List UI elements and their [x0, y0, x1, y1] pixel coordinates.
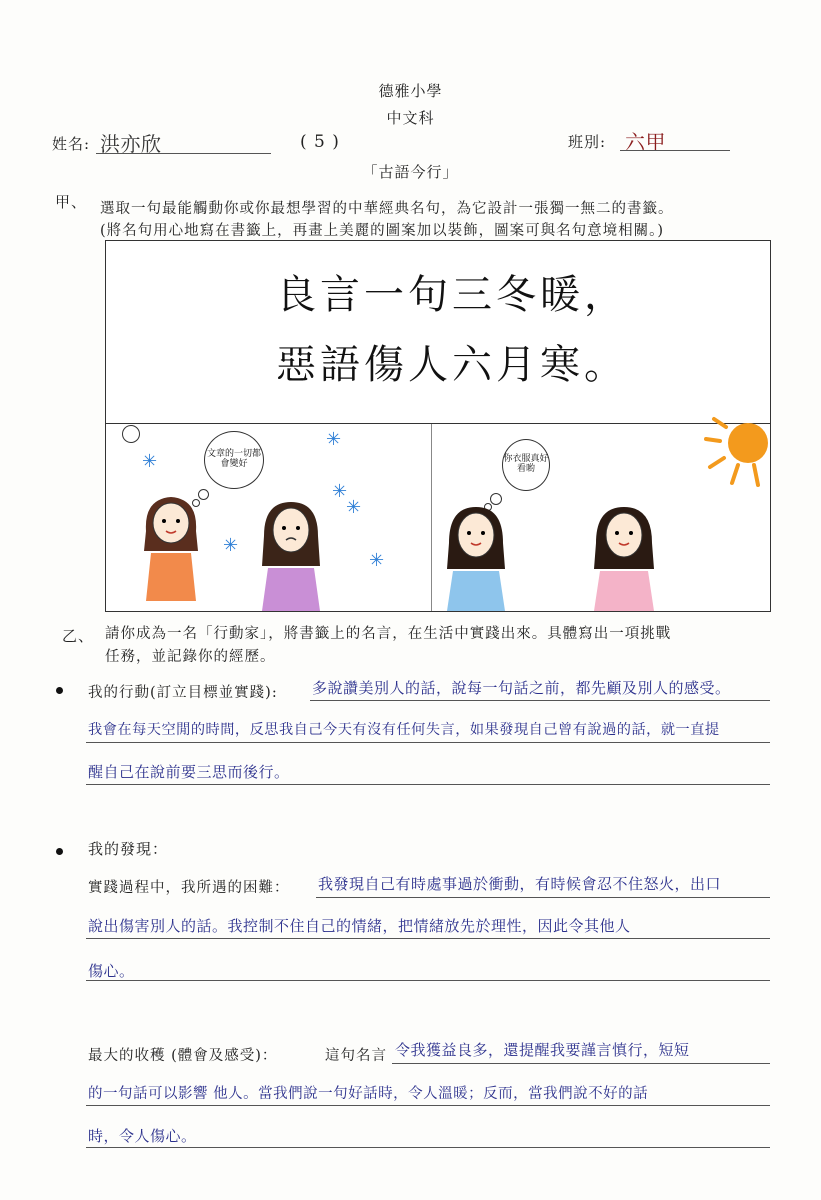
section-a-instruction-1: 選取一句最能觸動你或你最想學習的中華經典名句，為它設計一張獨一無二的書籤。: [100, 201, 674, 217]
action-line-2: [86, 742, 770, 743]
name-label: 姓名:: [52, 135, 91, 153]
difficulty-line-3: [86, 980, 770, 981]
difficulty-text-2: 說出傷害別人的話。我控制不住自己的情緒，把情緒放先於理性，因此令其他人: [88, 917, 631, 935]
action-line-3: [86, 784, 770, 785]
worksheet-title: 「古語今行」: [362, 163, 459, 181]
section-b-instruction-1: 請你成為一名「行動家」，將書籤上的名言，在生活中實踐出來。具體寫出一項挑戰: [105, 626, 672, 642]
difficulty-line-1: [316, 897, 770, 898]
bookmark-card: [105, 240, 771, 612]
action-text-3: 醒自己在說前要三思而後行。: [88, 763, 290, 781]
snowflake-icon: ✳: [326, 429, 342, 450]
thought-bubble-right: 你衣服真好看喲: [502, 439, 550, 491]
bullet: [56, 848, 63, 855]
girl-figure: [441, 501, 511, 611]
discovery-label: 我的發現：: [88, 840, 169, 858]
section-b-marker: 乙、: [62, 627, 95, 645]
gain-text-1: 令我獲益良多，還提醒我要謹言慎行，短短: [395, 1041, 690, 1059]
bullet: [56, 687, 63, 694]
gain-line-2: [86, 1105, 770, 1106]
gain-line-1: [392, 1063, 770, 1064]
subject-name: 中文科: [386, 109, 435, 127]
section-b-instruction-2: 任務，並記錄你的經歷。: [105, 649, 276, 665]
gain-prefix: 這句名言: [325, 1048, 387, 1064]
girl-figure: [136, 491, 206, 611]
school-name: 德雅小學: [378, 82, 443, 100]
boy-figure: [256, 496, 326, 611]
snowflake-icon: ✳: [142, 451, 158, 472]
difficulty-line-2: [86, 938, 770, 939]
picture-divider: [431, 424, 432, 612]
student-name: 洪亦欣: [100, 132, 162, 156]
snowflake-icon: ✳: [332, 481, 348, 502]
difficulty-text-3: 傷心。: [88, 962, 135, 980]
snowflake-icon: ✳: [223, 535, 239, 556]
action-text-2: 我會在每天空閒的時間，反思我自己今天有沒有任何失言，如果發現自己曾有說過的話，就一直提: [88, 722, 720, 738]
action-text-1: 多說讚美別人的話，說每一句話之前，都先顧及別人的感受。: [312, 679, 731, 697]
difficulty-text-1: 我發現自己有時處事過於衝動，有時候會忍不住怒火，出口: [318, 875, 722, 893]
section-a-instruction-2: (將名句用心地寫在書籤上，再畫上美麗的圖案加以裝飾，圖案可與名句意境相關。): [100, 223, 665, 239]
name-underline: [96, 153, 271, 154]
action-line-1: [310, 700, 770, 701]
section-a-marker: 甲、: [55, 193, 88, 211]
quote-line-1: 良言一句三冬暖，: [276, 272, 628, 318]
class-number: ( 5 ): [300, 132, 340, 152]
class-label: 班別:: [568, 133, 607, 151]
difficulty-label: 實踐過程中，我所遇的困難：: [88, 880, 290, 896]
gain-text-3: 時，令人傷心。: [88, 1127, 197, 1145]
quote-line-2: 惡語傷人六月寒。: [276, 342, 628, 388]
gain-label: 最大的收穫 (體會及感受)：: [88, 1048, 278, 1064]
class-value: 六甲: [625, 130, 666, 154]
action-label: 我的行動(訂立目標並實踐):: [88, 685, 278, 701]
snowflake-icon: ✳: [346, 497, 362, 518]
bookmark-divider: [106, 423, 770, 424]
gain-line-3: [86, 1147, 770, 1148]
class-underline: [620, 150, 730, 151]
gain-text-2: 的一句話可以影響 他人。當我們說一句好話時，令人溫暖；反而，當我們說不好的話: [88, 1086, 649, 1102]
sun-icon: [700, 413, 771, 493]
girl-figure: [588, 501, 660, 611]
thought-bubble-left: 文章的一切都會變好: [204, 431, 264, 489]
bookmark-hole: [122, 425, 140, 443]
snowflake-icon: ✳: [369, 550, 385, 571]
